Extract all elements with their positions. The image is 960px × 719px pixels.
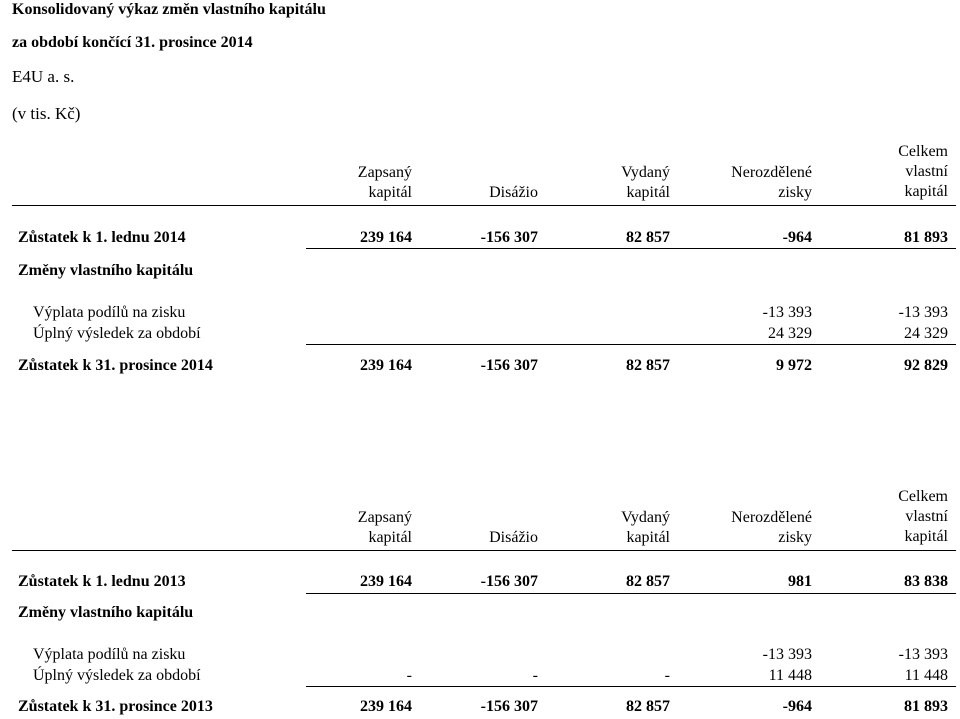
cell-closing-nerozdelene: -964 xyxy=(782,698,812,715)
cell-comprehensive-celkem: 11 448 xyxy=(904,667,948,684)
cell-dividends-celkem: -13 393 xyxy=(898,304,948,321)
report-title: Konsolidovaný výkaz změn vlastního kapitálu xyxy=(12,1,326,18)
cell-closing-disazio: -156 307 xyxy=(480,357,538,374)
section-label: Změny vlastního kapitálu xyxy=(18,604,194,621)
row-label-closing: Zůstatek k 31. prosince 2014 xyxy=(18,357,213,374)
cell-comprehensive-celkem: 24 329 xyxy=(904,325,948,342)
col-header-disazio: Disážio xyxy=(489,184,538,201)
cell-closing-disazio: -156 307 xyxy=(480,698,538,715)
cell-closing-celkem: 92 829 xyxy=(904,357,948,374)
row-label-opening: Zůstatek k 1. lednu 2014 xyxy=(18,229,186,246)
col-header-celkem: Celkem vlastní kapitál xyxy=(898,488,948,545)
cell-opening-celkem: 81 893 xyxy=(904,229,948,246)
row-label-dividends: Výplata podílů na zisku xyxy=(33,646,186,663)
row-label-comprehensive: Úplný výsledek za období xyxy=(33,325,201,342)
col-header-zapsany: Zapsaný kapitál xyxy=(357,164,412,201)
cell-closing-zapsany: 239 164 xyxy=(360,357,412,374)
cell-dividends-nerozdelene: -13 393 xyxy=(762,646,812,663)
cell-comprehensive-nerozdelene: 24 329 xyxy=(768,325,812,342)
col-header-vydany: Vydaný kapitál xyxy=(621,164,670,201)
cell-opening-zapsany: 239 164 xyxy=(360,229,412,246)
opening-rule xyxy=(306,248,956,249)
unit-label: (v tis. Kč) xyxy=(12,104,81,123)
cell-closing-celkem: 81 893 xyxy=(904,698,948,715)
cell-opening-zapsany: 239 164 xyxy=(360,573,412,590)
col-header-disazio: Disážio xyxy=(489,529,538,546)
cell-opening-vydany: 82 857 xyxy=(626,229,670,246)
opening-rule xyxy=(306,593,956,594)
cell-comprehensive-zapsany: - xyxy=(406,667,412,684)
col-header-nerozdelene: Nerozdělené zisky xyxy=(731,509,812,546)
cell-closing-zapsany: 239 164 xyxy=(360,698,412,715)
header-rule xyxy=(12,205,956,206)
row-label-dividends: Výplata podílů na zisku xyxy=(33,304,186,321)
report-period: za období končící 31. prosince 2014 xyxy=(12,34,253,51)
cell-opening-nerozdelene: 981 xyxy=(788,573,812,590)
cell-comprehensive-disazio: - xyxy=(532,667,538,684)
cell-closing-vydany: 82 857 xyxy=(626,698,670,715)
cell-comprehensive-vydany: - xyxy=(664,667,670,684)
company-name: E4U a. s. xyxy=(12,67,75,86)
cell-opening-disazio: -156 307 xyxy=(480,229,538,246)
cell-opening-vydany: 82 857 xyxy=(626,573,670,590)
cell-closing-nerozdelene: 9 972 xyxy=(776,357,812,374)
section-label: Změny vlastního kapitálu xyxy=(18,262,194,279)
col-header-nerozdelene: Nerozdělené zisky xyxy=(731,164,812,201)
cell-opening-celkem: 83 838 xyxy=(904,573,948,590)
comprehensive-rule xyxy=(306,686,956,687)
row-label-opening: Zůstatek k 1. lednu 2013 xyxy=(18,573,186,590)
col-header-zapsany: Zapsaný kapitál xyxy=(357,509,412,546)
comprehensive-rule xyxy=(306,344,956,345)
row-label-comprehensive: Úplný výsledek za období xyxy=(33,667,201,684)
col-header-vydany: Vydaný kapitál xyxy=(621,509,670,546)
header-rule xyxy=(12,550,956,551)
cell-opening-disazio: -156 307 xyxy=(480,573,538,590)
cell-dividends-nerozdelene: -13 393 xyxy=(762,304,812,321)
col-header-celkem: Celkem vlastní kapitál xyxy=(898,143,948,200)
cell-opening-nerozdelene: -964 xyxy=(782,229,812,246)
cell-dividends-celkem: -13 393 xyxy=(898,646,948,663)
cell-closing-vydany: 82 857 xyxy=(626,357,670,374)
row-label-closing: Zůstatek k 31. prosince 2013 xyxy=(18,698,213,715)
cell-comprehensive-nerozdelene: 11 448 xyxy=(768,667,812,684)
